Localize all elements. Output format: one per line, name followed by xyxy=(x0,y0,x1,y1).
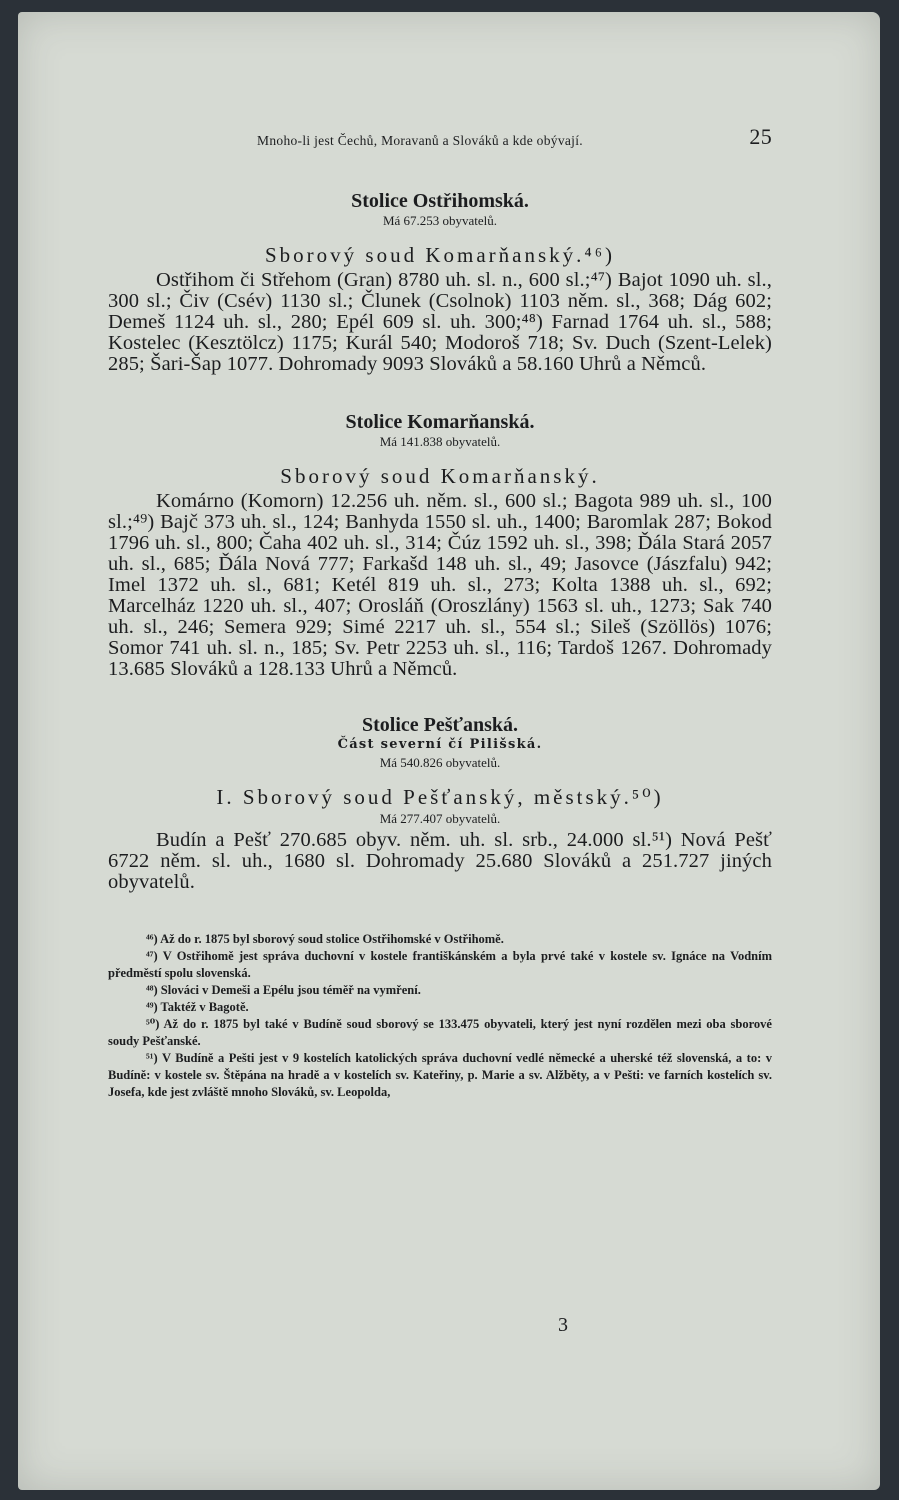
court-heading: Sborový soud Komarňanský.⁴⁶) xyxy=(264,243,616,267)
footnote: ⁴⁷) V Ostřihomě jest správa duchovní v kostele františkánském a byla prvé také v kostele sv. Ignáce na Vodním předměstí spolu slovenská. xyxy=(108,949,772,980)
section-title: Stolice Komarňanská. xyxy=(345,411,535,433)
footnote: ⁴⁸) Slováci v Demeši a Epélu jsou téměř na vymření. xyxy=(146,983,421,997)
section-body: Ostřihom či Střehom (Gran) 8780 uh. sl. n., 600 sl.;⁴⁷) Bajot 1090 uh. sl., 300 sl.; Čiv (Csév) 1130 sl.; Člunek (Csolnok) 1103 něm. sl., 368; Dág 602; Demeš 1124 uh. sl., 280; Epél 609 sl. uh. 300;⁴⁸) Farnad 1764 uh. sl., 588; Kostelec (Kesztölcz) 1175; Kurál 540; Modoroš 718; Sv. Duch (Szent-Lelek) 285; Šari-Šap 1077. Dohromady 9093 Slováků a 58.160 Uhrů a Němců. xyxy=(108,269,772,375)
book-page xyxy=(18,12,880,1490)
section-title: Stolice Ostřihomská. xyxy=(351,190,529,212)
court-heading: I. Sborový soud Pešťanský, městský.⁵⁰) xyxy=(216,785,664,809)
footnote: ⁵¹) V Budíně a Pešti jest v 9 kostelích katolických správa duchovní vedlé německé a uherské též slovenská, a to: v Budíně: v kostele sv. Štěpána na hradě a v kostelích sv. Kateřiny, p. Marie a sv. Alžběty, a v Pešti: ve farních kostelích sv. Josefa, kde jest zvláště mnoho Slováků, sv. Leopolda, xyxy=(108,1051,772,1099)
section-body: Komárno (Komorn) 12.256 uh. něm. sl., 600 sl.; Bagota 989 uh. sl., 100 sl.;⁴⁹) Bajč 373 uh. sl., 124; Banhyda 1550 sl. uh., 1400; Baromlak 287; Bokod 1796 uh. sl., 800; Čaha 402 uh. sl., 314; Čúz 1592 uh. sl., 398; Ďála Stará 2057 uh. sl., 685; Ďála Nová 777; Farkašd 148 uh. sl., 49; Jasovce (Jászfalu) 942; Imel 1372 uh. sl., 681; Ketél 819 uh. sl., 273; Kolta 1388 uh. sl., 692; Marcelház 1220 uh. sl., 407; Orosláň (Oroszlány) 1563 sl. uh., 1273; Sak 740 uh. sl., 246; Semera 929; Simé 2217 uh. sl., 554 sl.; Sileš (Szöllös) 1076; Somor 741 uh. sl. n., 185; Sv. Petr 2253 uh. sl., 116; Tardoš 1267. Dohromady 13.685 Slováků a 128.133 Uhrů a Němců. xyxy=(108,490,772,680)
court-population-note: Má 277.407 obyvatelů. xyxy=(379,811,501,826)
population-note: Má 540.826 obyvatelů. xyxy=(379,755,501,770)
page-content xyxy=(108,124,772,1101)
section-body: Budín a Pešť 270.685 obyv. něm. uh. sl. srb., 24.000 sl.⁵¹) Nová Pešť 6722 něm. sl. uh., 1680 sl. Dohromady 25.680 Slováků a 251.727 jiných obyvatelů. xyxy=(108,829,772,893)
footnote: ⁴⁶) Až do r. 1875 byl sborový soud stolice Ostřihomské v Ostřihomě. xyxy=(146,932,504,946)
running-title: Mnoho-li jest Čechů, Moravanů a Slováků a kde obývají. xyxy=(257,133,583,148)
running-head xyxy=(108,124,772,160)
signature-mark: 3 xyxy=(558,1314,568,1336)
footnotes xyxy=(108,931,772,1101)
court-heading: Sborový soud Komarňanský. xyxy=(280,464,600,488)
part-subtitle: Část severní čí Pilišská. xyxy=(337,737,543,752)
footnote: ⁴⁹) Taktéž v Bagotě. xyxy=(146,1000,249,1014)
section-title: Stolice Pešťanská. xyxy=(362,714,518,736)
population-note: Má 141.838 obyvatelů. xyxy=(379,434,501,449)
footnote: ⁵⁰) Až do r. 1875 byl také v Budíně soud sborový se 133.475 obyvateli, který jest nyní rozdělen mezi oba sborové soudy Pešťanské. xyxy=(108,1017,772,1048)
page-number: 25 xyxy=(749,124,772,149)
population-note: Má 67.253 obyvatelů. xyxy=(382,213,498,228)
